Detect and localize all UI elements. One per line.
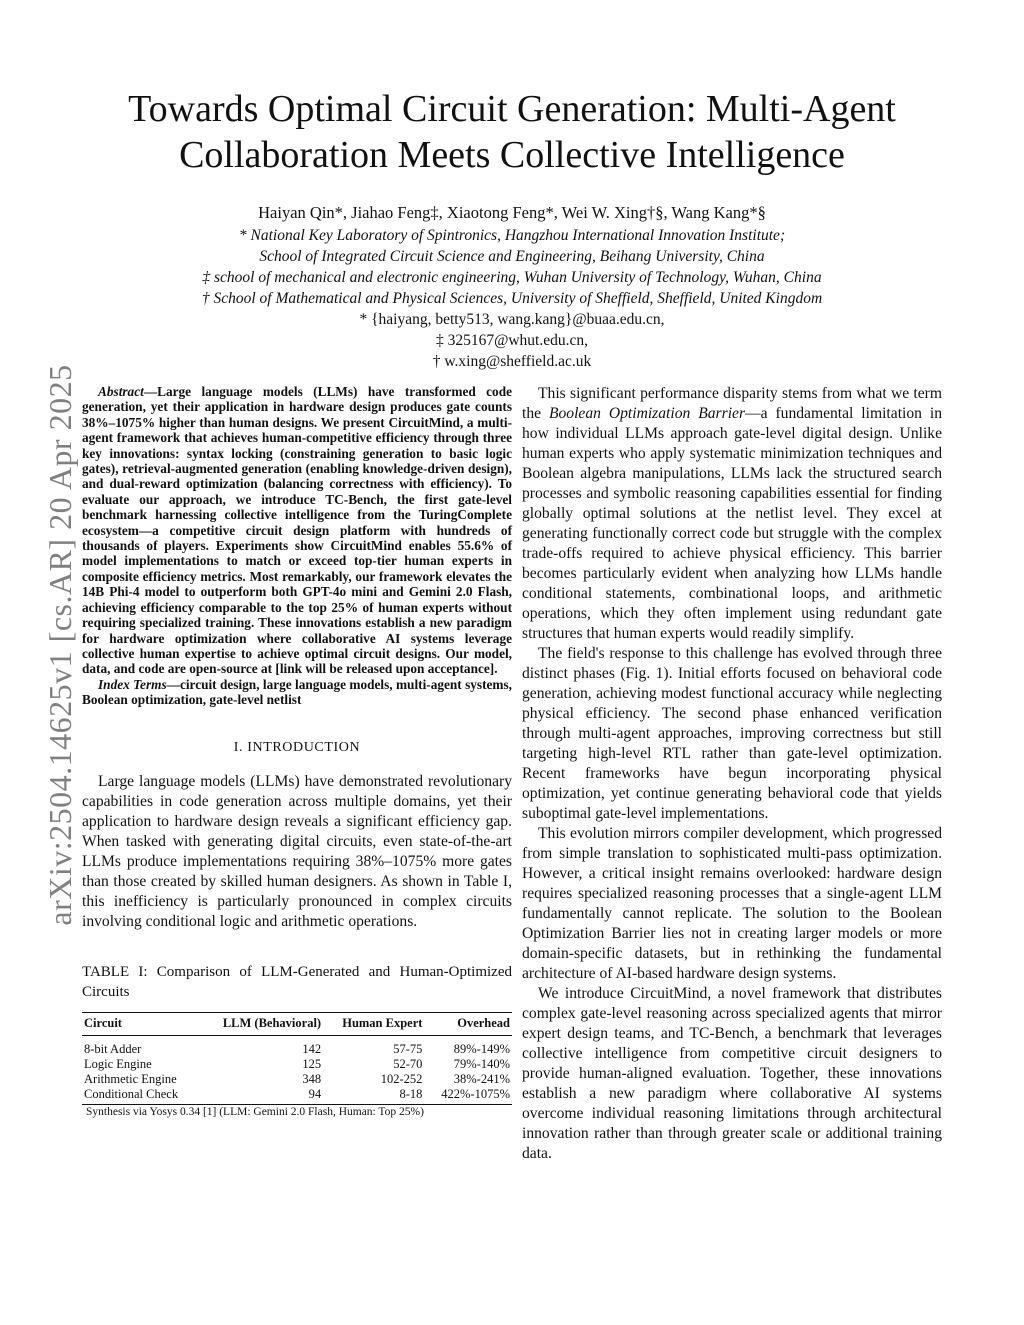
table-header-cell: Overhead — [424, 1012, 512, 1035]
comparison-table — [82, 1012, 512, 1105]
affiliation-3: † School of Mathematical and Physical Sciences, University of Sheffield, Sheffield, United Kingdom — [201, 290, 823, 307]
intro-paragraph-3: The field's response to this challenge has evolved through three distinct phases (Fig. 1). Initial efforts focused on behavioral code generation, achieving modest functional accuracy while neglecting physical efficiency. The second phase enhanced verification through multi-agent approaches, improving correctness but still targeting high-level RTL rather than gate-level optimization. Recent frameworks have begun incorporating physical optimization, yet continue generating behavioral code that yields suboptimal gate-level implementations. — [522, 645, 942, 822]
table-cell: 79%-140% — [453, 1056, 510, 1071]
affiliation-1a: * National Key Laboratory of Spintronics, Hangzhou International Innovation Institute; — [238, 227, 786, 244]
abstract-label: Abstract — [98, 384, 144, 399]
table-caption: TABLE I: Comparison of LLM-Generated and Human-Optimized Circuits — [82, 963, 512, 1000]
paper-title — [80, 86, 944, 178]
table-cell: 125 — [302, 1056, 322, 1071]
author-block — [110, 202, 914, 372]
table-footnote: Synthesis via Yosys 0.34 [1] (LLM: Gemini 2.0 Flash, Human: Top 25%) — [86, 1105, 424, 1118]
table-row — [82, 1072, 512, 1087]
table-cell: 348 — [302, 1071, 322, 1086]
index-terms-label: Index Terms — [98, 676, 167, 692]
table-cell: 8-bit Adder — [84, 1041, 142, 1056]
section-heading-introduction: I. INTRODUCTION — [233, 739, 361, 755]
table-cell: Arithmetic Engine — [84, 1071, 177, 1086]
emphasized-term: Boolean Optimization Barrier — [548, 405, 746, 422]
table-header-cell: Circuit — [82, 1012, 200, 1035]
abstract — [82, 384, 512, 677]
table-cell: 89%-149% — [453, 1041, 510, 1056]
abstract-text: —Large language models (LLMs) have transformed code generation, yet their application in hardware design produces gate counts 38%–1075% higher than human designs. We present CircuitMind, a multi-agent framework that achieves human-competitive efficiency through three key innovations: syntax locking (constraining generation to basic logic gates), retrieval-augmented generation (enabling knowledge-driven design), and dual-reward optimization (balancing correctness with efficiency). To evaluate our approach, we introduce TC-Bench, the first gate-level benchmark harnessing collective intelligence from the TuringComplete ecosystem—a competitive circuit design platform with hundreds of thousands of players. Experiments show CircuitMind enables 55.6% of model implementations to match or exceed top-tier human experts in composite efficiency metrics. Most remarkably, our framework elevates the 14B Phi-4 model to outperform both GPT-4o mini and Gemini 2.0 Flash, achieving efficiency comparable to the top 25% of human experts without requiring specialized training. These innovations establish a new paradigm for hardware optimization where collaborative AI systems leverage collective human expertise to achieve optimal circuit designs. Our model, data, and code are open-source at [link will be released upon acceptance]. — [82, 384, 512, 677]
email-3: † w.xing@sheffield.ac.uk — [432, 353, 592, 370]
table-cell: 38%-241% — [453, 1071, 510, 1086]
email-1: * {haiyang, betty513, wang.kang}@buaa.edu.cn, — [359, 311, 665, 328]
table-cell: Conditional Check — [82, 1087, 200, 1105]
arxiv-identifier: arXiv:2504.14625v1 [cs.AR] 20 Apr 2025 — [42, 364, 78, 926]
table-header-row — [82, 1012, 512, 1035]
title-line-1: Towards Optimal Circuit Generation: Multi-Agent — [128, 88, 896, 130]
intro-paragraph-2 — [522, 384, 942, 644]
table-cell: Logic Engine — [84, 1056, 152, 1071]
table-cell: 52-70 — [393, 1056, 423, 1071]
affiliation-2: ‡ school of mechanical and electronic engineering, Wuhan University of Technology, Wuhan, China — [202, 269, 822, 286]
table-cell: 94 — [200, 1087, 323, 1105]
paragraph-text: This significant performance disparity stems from what we term the — [522, 385, 942, 422]
table-row — [82, 1087, 512, 1105]
table-cell: 8-18 — [323, 1087, 424, 1105]
left-column — [82, 384, 512, 1118]
right-column — [522, 384, 942, 1164]
paragraph-text: —a fundamental limitation in how individual LLMs approach gate-level digital design. Unlike human experts who apply systematic minimization techniques and Boolean algebra manipulations, LLMs lack the structured search processes and symbolic reasoning capabilities essential for finding globally optimal solutions at the netlist level. They excel at generating functionally correct code but struggle with the complex trade-offs required to achieve physical efficiency. This barrier becomes particularly evident when analyzing how LLMs handle conditional statements, combinational loops, and arithmetic operations, which they often implement using redundant gate structures that human experts would readily simplify. — [522, 405, 942, 642]
table-cell: 422%-1075% — [424, 1087, 512, 1105]
table-row — [82, 1057, 512, 1072]
table-cell: 102-252 — [380, 1071, 423, 1086]
table-header-cell: Human Expert — [323, 1012, 424, 1035]
intro-paragraph-1: Large language models (LLMs) have demonstrated revolutionary capabilities in code generation across multiple domains, yet their application to hardware design reveals a significant efficiency gap. When tasked with generating digital circuits, even state-of-the-art LLMs produce implementations requiring 38%–1075% more gates than those created by skilled human designers. As shown in Table I, this inefficiency is particularly pronounced in complex circuits involving conditional logic and arithmetic operations. — [82, 772, 512, 930]
affiliation-1b: School of Integrated Circuit Science and Engineering, Beihang University, China — [259, 248, 765, 265]
index-terms-text: —circuit design, large language models, multi-agent systems, Boolean optimization, gate-level netlist — [82, 676, 512, 708]
email-2: ‡ 325167@whut.edu.cn, — [435, 332, 589, 349]
index-terms — [82, 677, 512, 708]
table-header-cell: LLM (Behavioral) — [200, 1012, 323, 1035]
table-cell: 57-75 — [393, 1041, 423, 1056]
table-row — [82, 1035, 512, 1057]
title-line-2: Collaboration Meets Collective Intelligence — [179, 134, 845, 176]
intro-paragraph-4: This evolution mirrors compiler development, which progressed from simple translation to sophisticated multi-pass optimization. However, a critical insight remains overlooked: hardware design requires specialized reasoning processes that a single-agent LLM fundamentally cannot replicate. The solution to the Boolean Optimization Barrier lies not in creating larger models or more domain-specific datasets, but in rethinking the fundamental architecture of AI-based hardware design systems. — [522, 825, 942, 982]
intro-paragraph-5: We introduce CircuitMind, a novel framework that distributes complex gate-level reasoning across specialized agents that mirror expert design teams, and TC-Bench, a benchmark that leverages collective intelligence from competitive circuit designers to provide human-aligned evaluation. Together, these innovations establish a new paradigm where collaborative AI systems overcome individual reasoning limitations through architectural innovation rather than through greater scale or additional training data. — [522, 985, 942, 1162]
author-names: Haiyan Qin*, Jiahao Feng‡, Xiaotong Feng*, Wei W. Xing†§, Wang Kang*§ — [258, 203, 766, 222]
table-cell: 142 — [302, 1041, 322, 1056]
